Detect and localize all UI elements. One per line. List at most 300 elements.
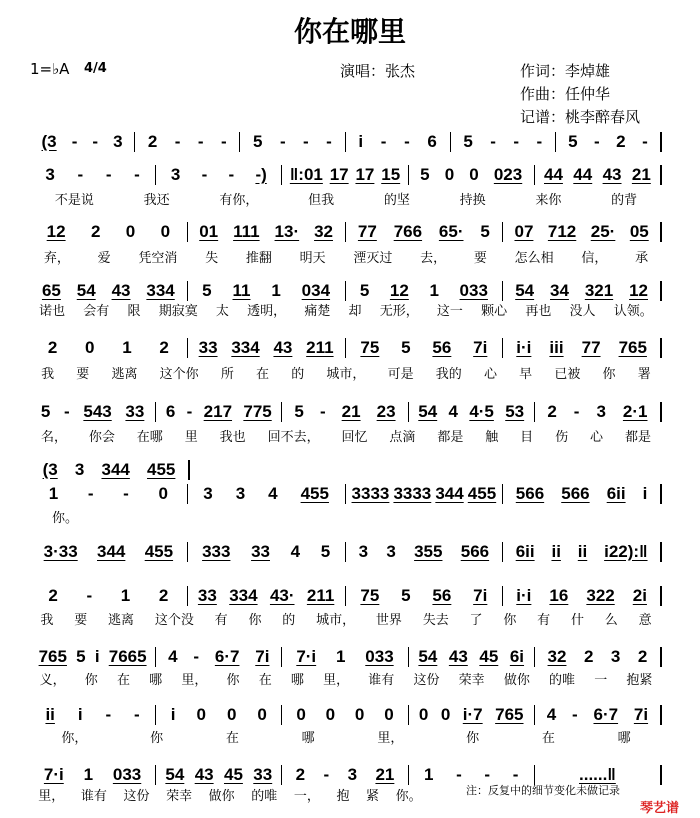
note-group: 2 (547, 402, 557, 421)
measure (556, 132, 662, 152)
lyric-word: 你会 (88, 430, 115, 445)
footnote: 注：反复中的细节变化未做记录 (466, 784, 620, 797)
lyric-word: 名， (40, 430, 67, 445)
note-group: ......‖ (579, 765, 616, 784)
note-group: 3 (74, 460, 85, 479)
lyric-word: 的 (282, 613, 296, 628)
note-group: 4 (290, 542, 301, 561)
note-group: 2 (616, 132, 626, 151)
lyric-word: 爱 (97, 251, 111, 266)
measure (409, 705, 535, 725)
note-group: 712 (547, 222, 577, 241)
measure (30, 402, 156, 422)
note-group: 3 (386, 542, 396, 561)
measure (503, 222, 662, 242)
note-group: i·i (516, 338, 532, 357)
note-group: 034 (301, 281, 331, 300)
note-group: - (512, 765, 519, 784)
note-group: 455 (144, 542, 174, 561)
note-group: 2 (90, 222, 101, 241)
lyric-word: 的唯 (549, 673, 576, 688)
note-group: 12 (46, 222, 66, 241)
note-group: 1 (83, 765, 94, 784)
note-group: 77 (581, 338, 601, 357)
measure (346, 338, 504, 358)
notation-row (30, 281, 662, 301)
measure (188, 542, 346, 562)
note-group: 32 (314, 222, 333, 241)
note-group: 7i (633, 705, 649, 724)
lyric-word: 颗心 (481, 304, 508, 319)
note-group: 25· (590, 222, 616, 241)
note-group: 543 (83, 402, 112, 421)
lyric-word: 目 (520, 430, 534, 445)
note-group: 6ii (606, 484, 626, 503)
lyric-word: 城市， (326, 367, 366, 382)
lyric-word: 你 (248, 613, 262, 628)
lyrics-row (30, 613, 662, 629)
lyric-word: 要 (473, 251, 487, 266)
measure (156, 402, 282, 422)
note-group: - (123, 484, 129, 503)
note-group: i (642, 484, 648, 503)
note-group: 44 (573, 165, 593, 184)
note-group: 5 (401, 586, 411, 605)
note-group: 5 (320, 542, 331, 561)
lyrics-row (30, 304, 662, 320)
note-group: 21 (341, 402, 361, 421)
lyric-word: 了 (469, 613, 483, 628)
note-group: 21 (375, 765, 395, 784)
notation-row (30, 705, 662, 725)
measure (30, 705, 156, 725)
lyric-word: 里， (38, 789, 65, 804)
lyrics-row (30, 193, 662, 209)
note-group: 7665 (108, 647, 147, 666)
lyric-word: 凭空消 (138, 251, 178, 266)
measure (282, 705, 408, 725)
note-group: 5 (463, 132, 473, 151)
note-group: 17 (355, 165, 375, 184)
note-group: 1 (271, 281, 281, 300)
note-group: 775 (243, 402, 272, 421)
note-group: 6·7 (593, 705, 619, 724)
lyric-word: 谁有 (80, 789, 107, 804)
note-group: i (358, 132, 364, 151)
lyric-word: 在哪 (136, 430, 163, 445)
lyric-word: 抱 (336, 789, 350, 804)
lyric-word: 失 (205, 251, 219, 266)
note-group: 5 (76, 647, 86, 666)
lyric-word: 一， (293, 789, 320, 804)
note-group: 5 (480, 222, 490, 241)
lyric-word: 义， (39, 673, 66, 688)
lyric-word: 你， (61, 731, 88, 746)
note-group: 217 (203, 402, 233, 421)
note-group: 0 (325, 705, 336, 724)
measure (535, 402, 662, 422)
lyric-word: 再也 (525, 304, 552, 319)
note-group: 2i (632, 586, 647, 605)
lyric-word: 的 (291, 367, 305, 382)
note-group: 333 (202, 542, 231, 561)
lyric-word: 这个你 (159, 367, 199, 382)
note-group: 0 (440, 705, 451, 724)
lyric-word: 明天 (299, 251, 326, 266)
note-group: 2 (583, 647, 594, 666)
note-group: 43 (111, 281, 131, 300)
measure (30, 542, 188, 562)
note-group: 4 (448, 402, 458, 421)
note-group: - (193, 647, 200, 666)
lyrics-row (30, 251, 662, 267)
note-group: 0 (85, 338, 95, 357)
lyrics-row (30, 731, 662, 747)
note-group: - (220, 132, 227, 151)
note-group: 3·33 (43, 542, 78, 561)
lyric-word: 要 (74, 613, 88, 628)
lyric-word: 要 (76, 367, 90, 382)
note-group: 2 (159, 338, 169, 357)
note-group: 12 (389, 281, 409, 300)
note-group: - (201, 165, 208, 184)
note-group: i (94, 647, 100, 666)
time-signature: 4/4 (84, 61, 107, 76)
note-group: 5 (202, 281, 212, 300)
lyric-word: 信， (581, 251, 608, 266)
note-group: 2 (48, 586, 58, 605)
note-group: 6 (165, 402, 176, 421)
note-group: ii (551, 542, 561, 561)
measure (30, 165, 156, 185)
note-group: 54 (76, 281, 96, 300)
note-group: - (594, 132, 600, 151)
note-group: 033 (112, 765, 142, 784)
note-group: 344 (101, 460, 130, 479)
note-group: i·i (516, 586, 532, 605)
note-group: 0 (158, 484, 168, 503)
note-group: 455 (467, 484, 497, 503)
note-group: 0 (354, 705, 365, 724)
note-group: 0 (226, 705, 237, 724)
note-group: 0 (444, 165, 455, 184)
notation-row (30, 647, 662, 667)
lyric-word: 署 (637, 367, 651, 382)
note-group: 6 (427, 132, 437, 151)
measure (535, 765, 662, 785)
note-group: ‖:01 (289, 165, 323, 184)
measure (188, 338, 346, 358)
lyric-word: 痛楚 (304, 304, 331, 319)
lyric-word: 城市， (316, 613, 356, 628)
note-group: 2 (158, 586, 169, 605)
note-group: i (170, 705, 176, 724)
note-group: - (573, 402, 580, 421)
note-group: (3 (42, 460, 58, 479)
lyric-word: 你 (226, 673, 240, 688)
song-title: 你在哪里 (293, 15, 406, 48)
lyric-word: 的背 (611, 193, 638, 208)
lyric-word: 点滴 (389, 430, 416, 445)
notation-row (30, 165, 662, 185)
lyric-word: 不是说 (54, 193, 94, 208)
note-group: 0 (257, 705, 267, 724)
note-group: 3 (358, 542, 369, 561)
note-group: 33 (125, 402, 145, 421)
notation-row (30, 460, 190, 480)
lyric-word: 逃离 (111, 367, 138, 382)
note-group: 566 (561, 484, 590, 503)
note-group: 7·i (296, 647, 317, 666)
note-group: 33 (251, 542, 270, 561)
note-group: 65· (438, 222, 464, 241)
lyric-word: 推翻 (245, 251, 272, 266)
note-group: 344 (97, 542, 126, 561)
lyric-word: 做你 (208, 789, 235, 804)
note-group: 3 (170, 165, 181, 184)
lyric-word: 弃， (43, 251, 70, 266)
note-group: 6i (509, 647, 525, 666)
note-group: - (77, 165, 84, 184)
notation-row (30, 222, 662, 242)
lyrics-row (30, 673, 662, 689)
note-group: 322 (586, 586, 615, 605)
note-group: 211 (306, 338, 334, 357)
lyric-word: 限 (127, 304, 141, 319)
measure (282, 165, 408, 185)
note-group: 34 (550, 281, 569, 300)
measure (346, 484, 504, 504)
lyric-word: 你 (503, 613, 517, 628)
note-group: - (87, 484, 94, 503)
note-group: 3 (610, 647, 621, 666)
note-group: - (105, 165, 112, 184)
note-group: - (404, 132, 410, 151)
note-group: 5 (568, 132, 578, 151)
lyric-word: 的唯 (251, 789, 278, 804)
lyric-word: 在 (256, 367, 270, 382)
lyric-word: 没人 (569, 304, 596, 319)
measure (188, 586, 346, 606)
note-group: 6·7 (214, 647, 240, 666)
note-group: 0 (296, 705, 306, 724)
note-group: 765 (38, 647, 67, 666)
measure (409, 165, 535, 185)
note-group: - (319, 402, 326, 421)
note-group: 4 (546, 705, 557, 724)
note-group: i22):‖ (604, 542, 648, 561)
note-group: 65 (41, 281, 61, 300)
note-group: 43 (194, 765, 214, 784)
note-group: 1 (423, 765, 434, 784)
note-group: ii (577, 542, 588, 561)
lyric-word: 你 (602, 367, 616, 382)
note-group: 566 (515, 484, 545, 503)
note-group: - (186, 402, 193, 421)
measure (30, 222, 188, 242)
measure (30, 647, 156, 667)
note-group: 455 (300, 484, 329, 503)
note-group: 43 (448, 647, 468, 666)
note-group: 5 (420, 165, 430, 184)
note-group: 12 (629, 281, 648, 300)
lyric-word: 早 (519, 367, 533, 382)
lyric-word: 无形， (379, 304, 419, 319)
note-group: 2 (47, 338, 58, 357)
notation-row (30, 586, 662, 606)
note-group: 0 (418, 705, 429, 724)
lyric-word: 你 (466, 731, 480, 746)
note-group: 3333 (393, 484, 432, 503)
lyric-word: 你。 (51, 511, 78, 526)
lyric-word: 持换 (459, 193, 486, 208)
lyric-word: 伤 (555, 430, 569, 445)
note-group: 5 (401, 338, 411, 357)
measure (30, 765, 156, 785)
note-group: 23 (376, 402, 396, 421)
measure (409, 647, 535, 667)
note-group: 43 (602, 165, 622, 184)
composer: 作曲：任仲华 (520, 85, 611, 103)
note-group: 33 (253, 765, 273, 784)
lyric-word: 做你 (503, 673, 530, 688)
lyric-word: 失去 (422, 613, 449, 628)
note-group: - (64, 402, 70, 421)
lyric-word: 回忆 (341, 430, 368, 445)
note-group: 5 (40, 402, 51, 421)
lyric-word: 一 (594, 673, 608, 688)
note-group: 54 (418, 402, 438, 421)
lyric-word: 心 (590, 430, 604, 445)
transcriber: 记谱：桃李醉春风 (520, 108, 641, 126)
measure (30, 586, 188, 606)
lyric-word: 哪 (301, 731, 315, 746)
note-group: 1 (122, 338, 132, 357)
note-group: - (326, 132, 332, 151)
lyric-word: 这份 (123, 789, 150, 804)
lyric-word: 去， (420, 251, 447, 266)
key-signature: 1=♭A (30, 60, 70, 78)
lyrics-row (30, 511, 100, 527)
note-group: 1 (120, 586, 131, 605)
lyric-word: 诺也 (39, 304, 66, 319)
note-group: 3 (45, 165, 55, 184)
lyric-word: 这个没 (154, 613, 194, 628)
note-group: 766 (393, 222, 423, 241)
lyric-word: 湮灭过 (353, 251, 393, 266)
note-group: - (174, 132, 181, 151)
lyric-word: 在 (225, 731, 239, 746)
lyric-word: 回不去， (267, 430, 320, 445)
note-group: 15 (381, 165, 401, 184)
lyrics-row (30, 367, 662, 383)
lyric-word: 哪 (149, 673, 163, 688)
measure (409, 402, 535, 422)
note-group: 334 (229, 586, 258, 605)
lyric-word: 承 (635, 251, 649, 266)
measure (188, 281, 346, 301)
measure (156, 647, 282, 667)
note-group: 2 (637, 647, 648, 666)
note-group: 45 (479, 647, 499, 666)
note-group: 0 (125, 222, 136, 241)
note-group: 023 (493, 165, 523, 184)
note-group: 344 (435, 484, 464, 503)
note-group: 43 (273, 338, 293, 357)
lyric-word: 太 (215, 304, 229, 319)
lyric-word: 可是 (387, 367, 414, 382)
measure (282, 402, 408, 422)
note-group: - (536, 132, 543, 151)
lyric-word: 期寂寞 (158, 304, 198, 319)
note-group: 3 (596, 402, 606, 421)
note-group: - (323, 765, 330, 784)
singer: 演唱：张杰 (340, 62, 416, 80)
note-group: 0 (469, 165, 479, 184)
note-group: i·7 (462, 705, 483, 724)
measure (188, 484, 346, 504)
note-group: - (484, 765, 491, 784)
lyrics-row (30, 789, 430, 805)
note-group: 5 (294, 402, 304, 421)
note-group: - (572, 705, 578, 724)
lyric-word: 紧 (366, 789, 380, 804)
notation-row (30, 402, 662, 422)
lyric-word: 都是 (437, 430, 464, 445)
lyric-word: 有 (537, 613, 551, 628)
note-group: 05 (629, 222, 649, 241)
note-group: ii (45, 705, 55, 724)
measure (30, 281, 188, 301)
lyric-word: 我 (40, 613, 54, 628)
notation-row (30, 132, 662, 152)
lyric-word: 认领。 (613, 304, 653, 319)
note-group: 765 (618, 338, 647, 357)
measure (282, 765, 408, 785)
note-group: 334 (146, 281, 175, 300)
lyric-word: 来你 (535, 193, 562, 208)
lyric-word: 意 (638, 613, 652, 628)
note-group: - (197, 132, 204, 151)
measure (346, 222, 504, 242)
lyric-word: 里， (181, 673, 208, 688)
measure (346, 281, 504, 301)
measure (156, 765, 282, 785)
note-group: - (303, 132, 309, 151)
lyric-word: 所 (220, 367, 234, 382)
note-group: 033 (459, 281, 488, 300)
note-group: 1 (48, 484, 59, 503)
lyric-word: 什 (570, 613, 584, 628)
note-group: - (490, 132, 496, 151)
measure (535, 705, 662, 725)
note-group: 56 (432, 338, 452, 357)
note-group: 54 (418, 647, 438, 666)
lyric-word: 我 (41, 367, 55, 382)
lyric-word: 有 (214, 613, 228, 628)
measure (535, 647, 662, 667)
note-group: 33 (197, 586, 217, 605)
note-group: 5 (253, 132, 263, 151)
lyricist: 作词：李焯雄 (520, 62, 611, 80)
lyric-word: 么 (604, 613, 618, 628)
measure (503, 281, 662, 301)
note-group: 4 (268, 484, 278, 503)
note-group: 334 (231, 338, 260, 357)
lyric-word: 透明， (247, 304, 287, 319)
note-group: 3 (347, 765, 358, 784)
measure (135, 132, 240, 152)
